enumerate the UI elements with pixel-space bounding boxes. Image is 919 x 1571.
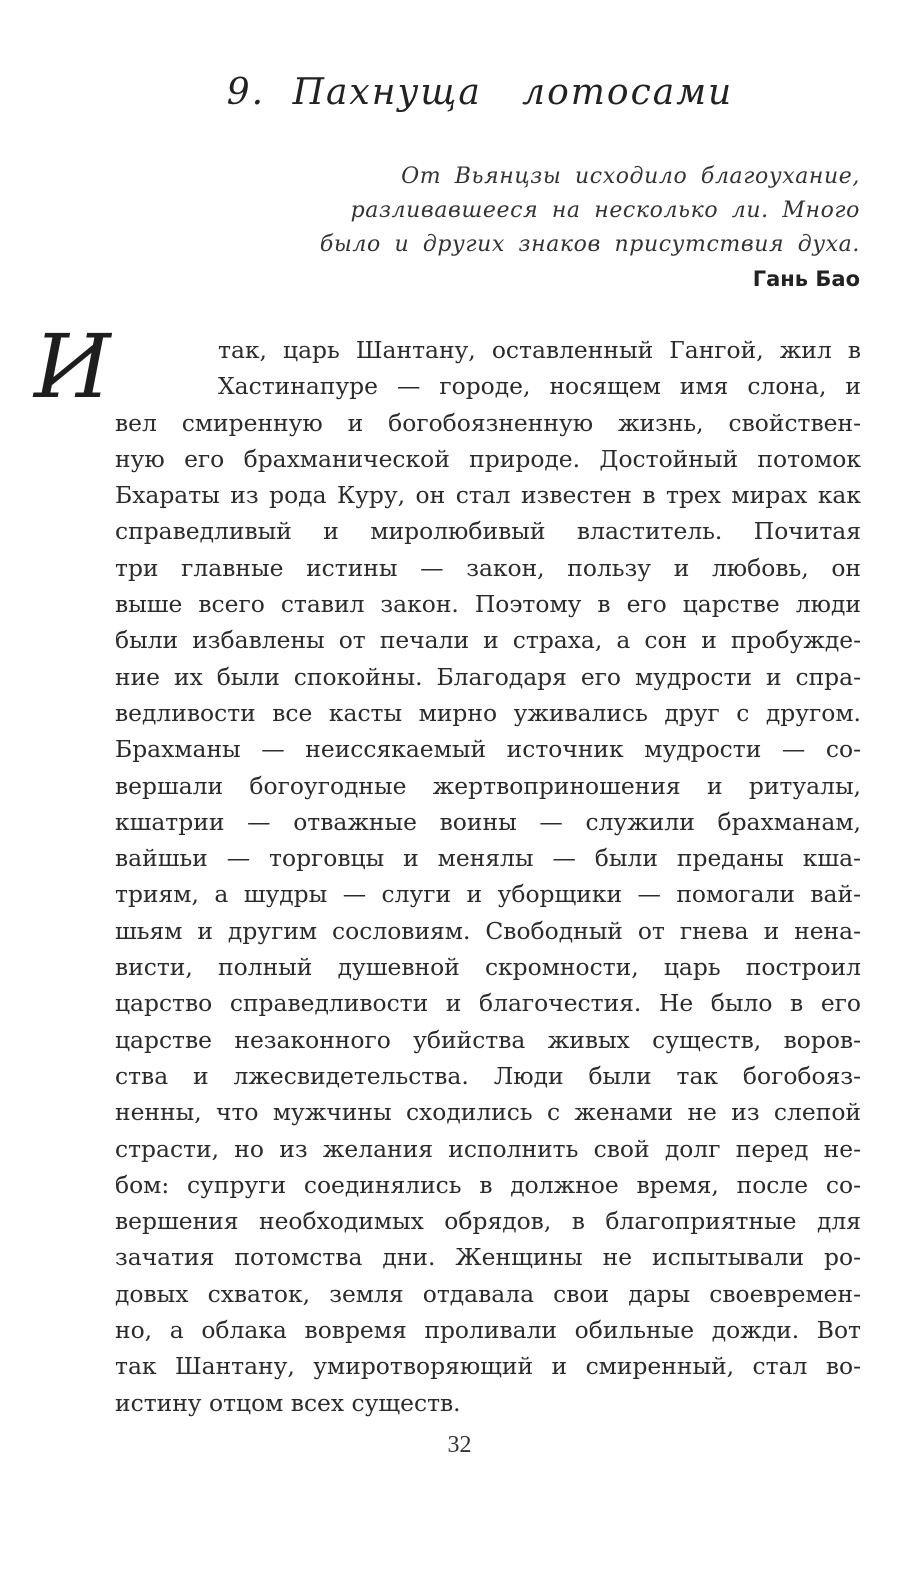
drop-cap: И xyxy=(34,315,111,418)
text-line: так Шантану, умиротворяющий и смиренный, стал во- xyxy=(115,1352,861,1381)
body-text xyxy=(115,332,861,1421)
text-line: царство справедливости и благочестия. Не было в его xyxy=(115,989,861,1018)
text-line: Брахманы — неиссякаемый источник мудрости — со- xyxy=(115,735,861,764)
text-line: довых схваток, земля отдавала свои дары своевремен- xyxy=(115,1279,861,1308)
text-line: Хастинапуре — городе, носящем имя слона, и xyxy=(218,372,861,401)
text-line: вершали богоугодные жертвоприношения и ритуалы, xyxy=(115,771,861,800)
text-line: вел смиренную и богобоязненную жизнь, свойствен- xyxy=(115,408,861,437)
chapter-title-text: Пахнуща лотосами xyxy=(292,72,734,113)
text-line: зачатия потомства дни. Женщины не испытывали ро- xyxy=(115,1243,861,1272)
text-line: ную его брахманической природе. Достойный потомок xyxy=(115,444,861,473)
epigraph xyxy=(300,160,860,296)
chapter-title xyxy=(120,72,840,113)
text-line: Бхараты из рода Куру, он стал известен в трех мирах как xyxy=(115,481,861,510)
text-line: кшатрии — отважные воины — служили брахманам, xyxy=(115,807,861,836)
chapter-number: 9. xyxy=(226,72,266,113)
epigraph-line: От Вьянцзы исходило благоухание, xyxy=(401,164,860,189)
text-line: ведливости все касты мирно уживались друг с другом. xyxy=(115,698,861,727)
text-line: три главные истины — закон, пользу и любовь, он xyxy=(115,553,861,582)
epigraph-author: Гань Бао xyxy=(752,267,860,291)
text-line: царстве незаконного убийства живых существ, воров- xyxy=(115,1025,861,1054)
text-line: вайшьи — торговцы и менялы — были преданы кша- xyxy=(115,844,861,873)
text-line: триям, а шудры — слуги и уборщики — помогали вай- xyxy=(115,880,861,909)
text-line: выше всего ставил закон. Поэтому в его царстве люди xyxy=(115,590,861,619)
text-line: вершения необходимых обрядов, в благоприятные для xyxy=(115,1207,861,1236)
text-line: ства и лжесвидетельства. Люди были так богобояз- xyxy=(115,1061,861,1090)
text-line: справедливый и миролюбивый властитель. Почитая xyxy=(115,517,861,546)
text-line: страсти, но из желания исполнить свой долг перед не- xyxy=(115,1134,861,1163)
text-line: шьям и другим сословиям. Свободный от гнева и нена- xyxy=(115,916,861,945)
text-line: ние их были спокойны. Благодаря его мудрости и спра- xyxy=(115,662,861,691)
text-line: висти, полный душевной скромности, царь построил xyxy=(115,953,861,982)
text-line: истину отцом всех существ. xyxy=(115,1388,461,1417)
text-line: были избавлены от печали и страха, а сон и пробужде- xyxy=(115,626,861,655)
text-line: так, царь Шантану, оставленный Гангой, жил в xyxy=(218,336,861,364)
page-number: 32 xyxy=(447,1432,472,1458)
text-line: ненны, что мужчины сходились с женами не из слепой xyxy=(115,1098,861,1127)
text-line: но, а облака вовремя проливали обильные дожди. Вот xyxy=(115,1316,861,1345)
epigraph-line: было и других знаков присутствия духа. xyxy=(319,232,860,257)
epigraph-line: разливавшееся на несколько ли. Много xyxy=(350,198,860,223)
text-line: бом: супруги соединялись в должное время, после со- xyxy=(115,1170,861,1199)
